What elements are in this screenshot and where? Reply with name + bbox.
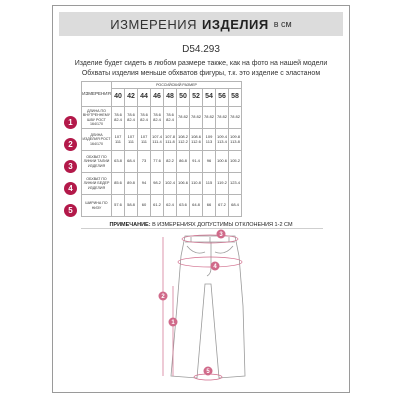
diagram-markers: [159, 230, 226, 376]
value-cell: 78.6 82.4: [125, 107, 138, 129]
size-cell: 52: [190, 89, 203, 107]
value-cell: 68.4: [125, 151, 138, 173]
marker-label: 1: [171, 320, 175, 327]
hip-measure-ellipse: [178, 257, 242, 267]
value-cell: 62.4: [164, 195, 177, 217]
value-cell: 78 82: [177, 107, 190, 129]
value-cell: 109.8 113.8: [229, 129, 242, 151]
row-number-badge: 5: [64, 204, 77, 217]
value-cell: 89.8: [125, 173, 138, 195]
value-cell: 115: [203, 173, 216, 195]
title-word-measurements: ИЗМЕРЕНИЯ: [110, 16, 197, 32]
diagram-marker-labels: [161, 232, 223, 375]
value-cell: 78.6 82.4: [164, 107, 177, 129]
value-cell: 105.2: [229, 151, 242, 173]
value-cell: 85.6: [112, 173, 125, 195]
marker-label: 2: [161, 294, 165, 301]
row-number-badge: 3: [64, 160, 77, 173]
size-cell: 46: [151, 89, 164, 107]
ru-size-header: РОССИЙСКИЙ РАЗМЕР: [112, 82, 242, 89]
value-cell: 77.6: [151, 151, 164, 173]
row-number-badge: 2: [64, 138, 77, 151]
size-cell: 44: [138, 89, 151, 107]
jeans-measurement-diagram: [53, 6, 349, 392]
value-cell: 106.6: [177, 173, 190, 195]
value-cell: 91.4: [190, 151, 203, 173]
value-cell: 82.2: [164, 151, 177, 173]
marker-label: 5: [206, 369, 210, 376]
value-cell: 107.8 111.8: [164, 129, 177, 151]
value-cell: 78 82: [216, 107, 229, 129]
value-cell: 107.4 111.4: [151, 129, 164, 151]
row-label: ОБХВАТ ПО ЛИНИИ ТАЛИИ ИЗДЕЛИЯ: [82, 151, 112, 173]
value-cell: 78.6 82.4: [138, 107, 151, 129]
value-cell: 64.8: [190, 195, 203, 217]
title-word-product: ИЗДЕЛИЯ: [201, 16, 269, 32]
value-cell: 109 113: [203, 129, 216, 151]
value-cell: 67.2: [216, 195, 229, 217]
fit-note: Изделие будет сидеть в любом размере также, как на фото на нашей модели: [74, 60, 328, 67]
value-cell: 66: [203, 195, 216, 217]
article-code: D54.293: [182, 44, 220, 55]
value-cell: 119.2: [216, 173, 229, 195]
value-cell: 100.6: [216, 151, 229, 173]
value-cell: 107 111: [138, 129, 151, 151]
marker-label: 4: [213, 264, 217, 271]
size-cell: 58: [229, 89, 242, 107]
value-cell: 110.8: [190, 173, 203, 195]
value-cell: 108.6 112.6: [190, 129, 203, 151]
value-cell: 108.2 112.2: [177, 129, 190, 151]
size-cell: 50: [177, 89, 190, 107]
elastane-note: Обхваты изделия меньше обхватов фигуры, т.к. это изделие с эластаном: [81, 70, 321, 77]
value-cell: 78 82: [229, 107, 242, 129]
size-cell: 56: [216, 89, 229, 107]
value-cell: 109.4 113.4: [216, 129, 229, 151]
tolerance-note-label: ПРИМЕЧАНИЕ:: [109, 222, 151, 228]
value-cell: 78 82: [190, 107, 203, 129]
size-cell: 54: [203, 89, 216, 107]
size-chart-card: [52, 5, 350, 393]
value-cell: 58.8: [125, 195, 138, 217]
value-cell: 78.6 82.4: [151, 107, 164, 129]
row-number-badge: 1: [64, 116, 77, 129]
value-cell: 73: [138, 151, 151, 173]
row-label: ШИРИНА ПО НИЗУ: [82, 195, 112, 217]
value-cell: 102.4: [164, 173, 177, 195]
value-cell: 86.8: [177, 151, 190, 173]
value-cell: 60: [138, 195, 151, 217]
value-cell: 78 82: [203, 107, 216, 129]
size-cell: 40: [112, 89, 125, 107]
value-cell: 96: [203, 151, 216, 173]
row-label: ДЛИНА ПО ВНУТРЕННЕМУ ШВУ РОСТ 164/170: [82, 107, 112, 129]
value-cell: 63.6: [177, 195, 190, 217]
value-cell: 63.8: [112, 151, 125, 173]
value-cell: 57.6: [112, 195, 125, 217]
value-cell: 78.6 82.4: [112, 107, 125, 129]
value-cell: 94: [138, 173, 151, 195]
title-unit: в см: [273, 19, 292, 29]
row-number-badge: 4: [64, 182, 77, 195]
tolerance-note-text: В ИЗМЕРЕНИЯХ ДОПУСТИМЫ ОТКЛОНЕНИЯ 1-2 СМ: [150, 222, 293, 228]
value-cell: 123.4: [229, 173, 242, 195]
size-cell: 42: [125, 89, 138, 107]
value-cell: 68.4: [229, 195, 242, 217]
measures-header: ИЗМЕРЕНИЯ: [82, 82, 112, 107]
value-cell: 107 111: [125, 129, 138, 151]
measurement-lines: [163, 235, 242, 380]
size-cell: 48: [164, 89, 177, 107]
value-cell: 107 111: [112, 129, 125, 151]
value-cell: 61.2: [151, 195, 164, 217]
row-label: ДЛИНА ИЗДЕЛИЯ РОСТ 164/170: [82, 129, 112, 151]
row-label: ОБХВАТ ПО ЛИНИИ БЕДЕР ИЗДЕЛИЯ: [82, 173, 112, 195]
marker-label: 3: [219, 232, 223, 239]
value-cell: 98.2: [151, 173, 164, 195]
